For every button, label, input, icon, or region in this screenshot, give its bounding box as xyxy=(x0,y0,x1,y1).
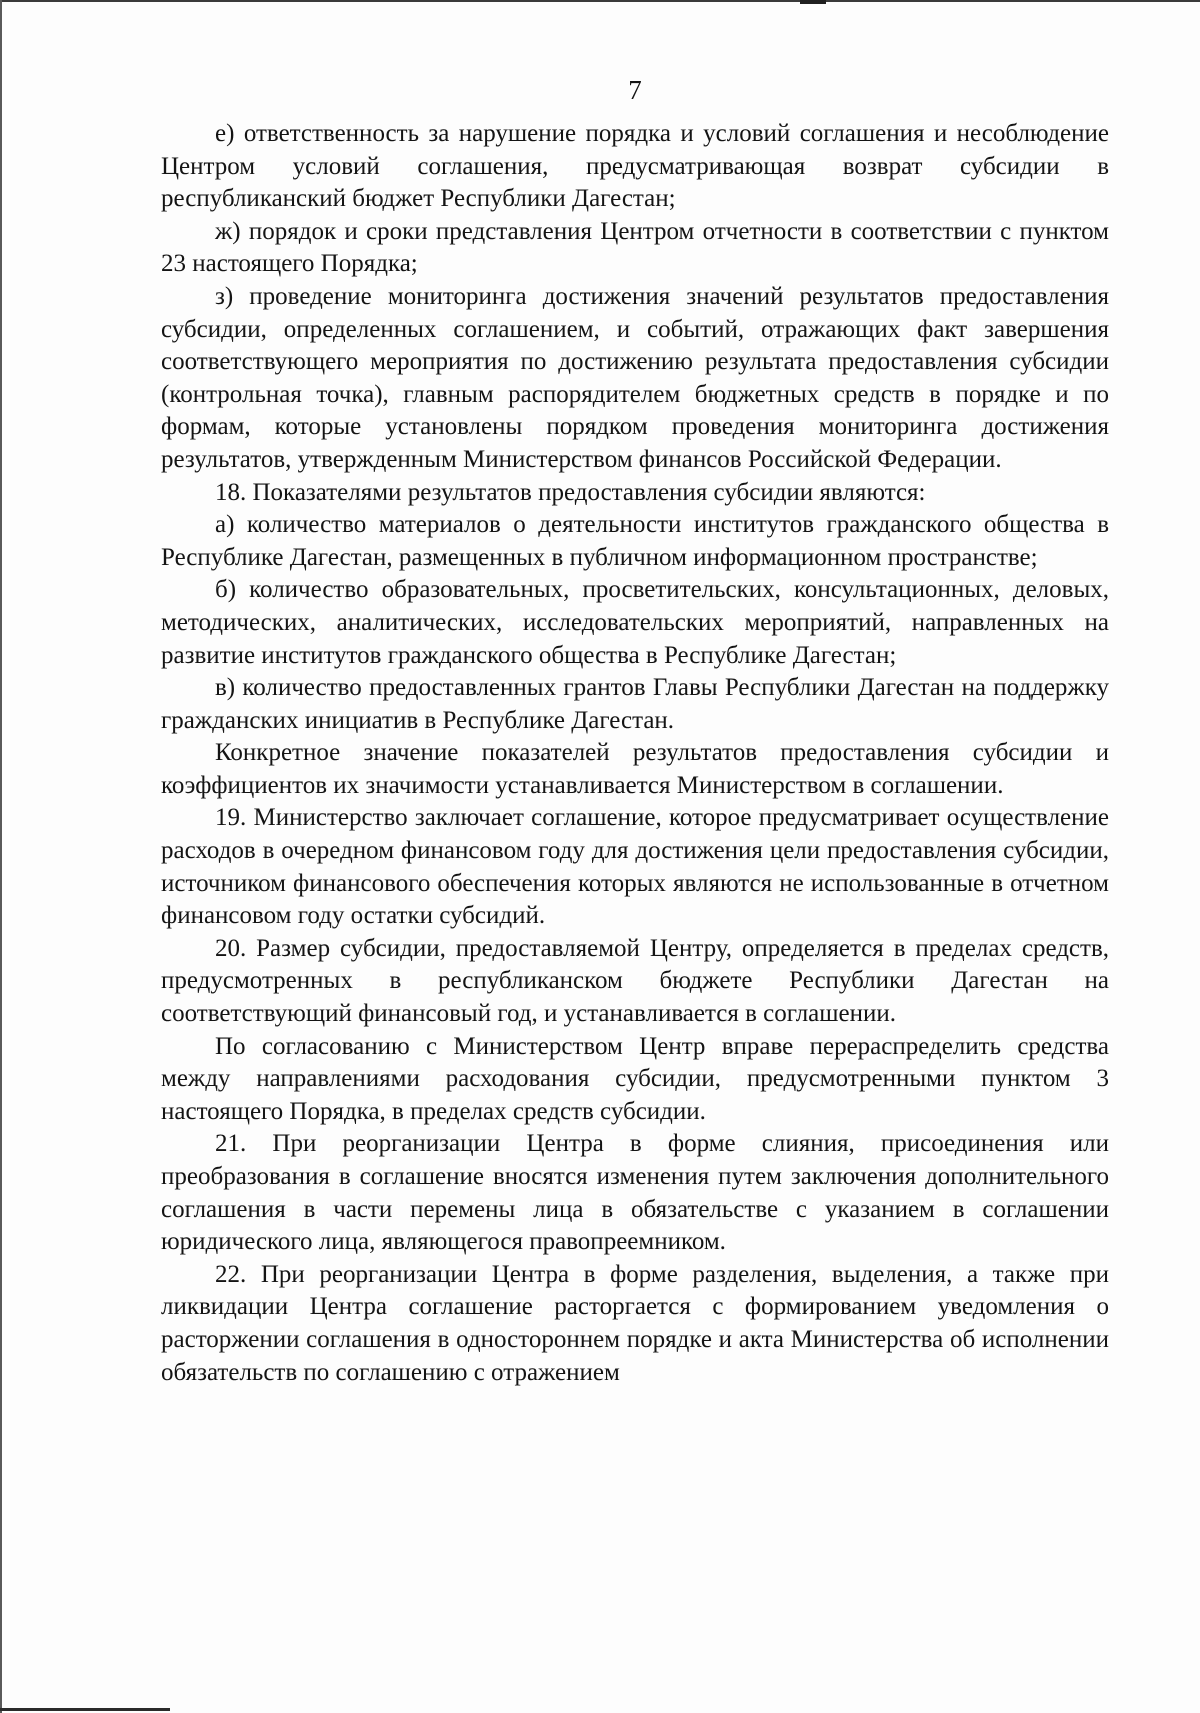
page-number: 7 xyxy=(628,75,642,105)
scan-bottom-edge xyxy=(0,1708,170,1711)
paragraph-20: 20. Размер субсидии, предоставляемой Центру, определяется в пределах средств, предусмотренных в республиканском бюджете Республики Дагестан на соответствующий финансовый год, и устанавливается в соглашении. xyxy=(161,934,1109,1028)
paragraph-19: 19. Министерство заключает соглашение, которое предусматривает осуществление расходов в очередном финансовом году для достижения цели предоставления субсидии, источником финансового обеспечения которых являются не использованные в отчетном финансовом году остатки субсидий. xyxy=(161,804,1109,930)
paragraph-item-zh: ж) порядок и сроки представления Центром отчетности в соответствии с пунктом 23 настоящего Порядка; xyxy=(161,217,1109,278)
paragraph-21: 21. При реорганизации Центра в форме слияния, присоединения или преобразования в соглашение вносятся изменения путем заключения дополнительного соглашения в части перемены лица в обязательстве с указанием в соглашении юридического лица, являющегося правопреемником. xyxy=(161,1130,1109,1256)
paragraph-18-b: б) количество образовательных, просветительских, консультационных, деловых, методических, аналитических, исследовательских мероприятий, направленных на развитие институтов гражданского общества в Республике Дагестан; xyxy=(161,576,1109,669)
paragraph-18: 18. Показателями результатов предоставления субсидии являются: xyxy=(215,478,926,506)
document-body xyxy=(161,118,1109,1389)
paragraph-20-redistribution: По согласованию с Министерством Центр вправе перераспределить средства между направлениями расходования субсидии, предусмотренными пунктом 3 настоящего Порядка, в пределах средств субсидии. xyxy=(161,1032,1109,1125)
paragraph-18-a: а) количество материалов о деятельности институтов гражданского общества в Республике Дагестан, размещенных в публичном информационном пространстве; xyxy=(161,511,1109,571)
paragraph-item-z: з) проведение мониторинга достижения значений результатов предоставления субсидии, определенных соглашением, и событий, отражающих факт завершения соответствующего мероприятия по достижению результата предоставления субсидии (контрольная точка), главным распорядителем бюджетных средств в порядке и по формам, которые установлены порядком проведения мониторинга достижения результатов, утвержденным Министерством финансов Российской Федерации. xyxy=(161,282,1109,473)
paragraph-18-v: в) количество предоставленных грантов Главы Республики Дагестан на поддержку гражданских инициатив в Республике Дагестан. xyxy=(161,674,1109,734)
scan-top-edge xyxy=(0,0,1200,2)
paragraph-item-e: е) ответственность за нарушение порядка и условий соглашения и несоблюдение Центром условий соглашения, предусматривающая возврат субсидии в республиканский бюджет Республики Дагестан; xyxy=(161,120,1109,213)
scan-top-blot xyxy=(800,0,826,4)
paragraph-indicator-values: Конкретное значение показателей результатов предоставления субсидии и коэффициентов их значимости устанавливается Министерством в соглашении. xyxy=(161,739,1109,799)
paragraph-22: 22. При реорганизации Центра в форме разделения, выделения, а также при ликвидации Центра соглашение расторгается с формированием уведомления о расторжении соглашения в одностороннем порядке и акта Министерства об исполнении обязательств по соглашению с отражением xyxy=(161,1260,1109,1386)
scan-left-edge xyxy=(0,0,2,1713)
